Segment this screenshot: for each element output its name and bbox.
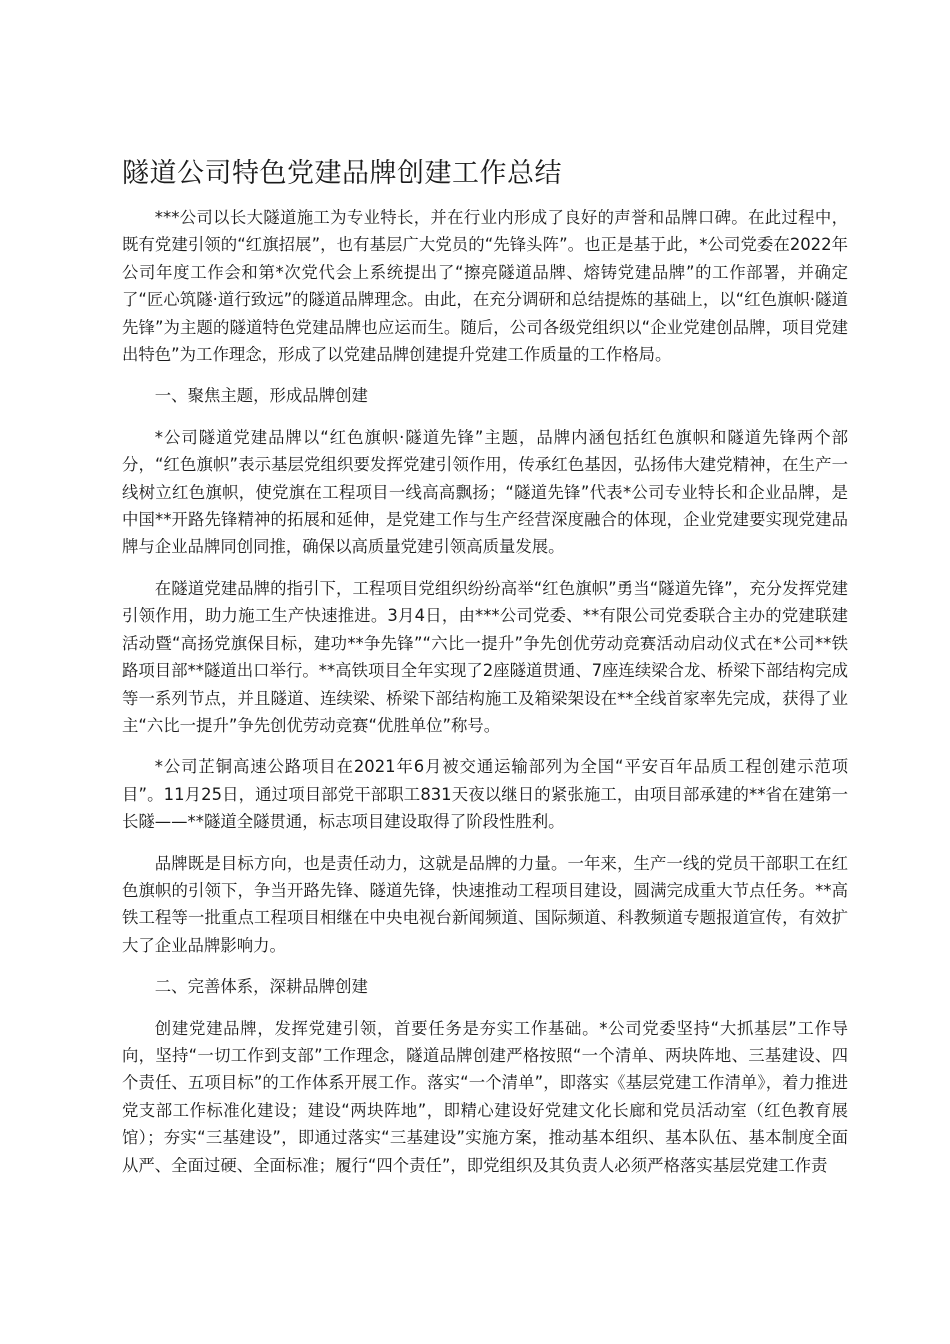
paragraph-brand-theme: *公司隧道党建品牌以“红色旗帜·隧道先锋”主题，品牌内涵包括红色旗帜和隧道先锋两个部分，“红色旗帜”表示基层党组织要发挥党建引领作用，传承红色基因，弘扬伟大建党精神，在生产一线树立红色旗帜，使党旗在工程项目一线高高飘扬；“隧道先锋”代表*公司专业特长和企业品牌，是中国**开路先锋精神的拓展和延伸，是党建工作与生产经营深度融合的体现，企业党建要实现党建品牌与企业品牌同创同推，确保以高质量党建引领高质量发展。 [122, 427, 848, 557]
document-title: 隧道公司特色党建品牌创建工作总结 [122, 158, 562, 189]
paragraph-brand-power: 品牌既是目标方向，也是责任动力，这就是品牌的力量。一年来，生产一线的党员干部职工在红色旗帜的引领下，争当开路先锋、隧道先锋，快速推动工程项目建设，圆满完成重大节点任务。**高铁工程等一批重点工程项目相继在中央电视台新闻频道、国际频道、科教频道专题报道宣传，有效扩大了企业品牌影响力。 [122, 853, 848, 955]
paragraph-intro: ***公司以长大隧道施工为专业特长，并在行业内形成了良好的声誉和品牌口碑。在此过程中，既有党建引领的“红旗招展”，也有基层广大党员的“先锋头阵”。也正是基于此，*公司党委在2022年公司年度工作会和第*次党代会上系统提出了“擦亮隧道品牌、熔铸党建品牌”的工作部署，并确定了“匠心筑隧·道行致远”的隧道品牌理念。由此，在充分调研和总结提炼的基础上，以“红色旗帜·隧道先锋”为主题的隧道特色党建品牌也应运而生。随后，公司各级党组织以“企业党建创品牌，项目党建出特色”为工作理念，形成了以党建品牌创建提升党建工作质量的工作格局。 [122, 208, 848, 365]
paragraph-highway-project: *公司芷铜高速公路项目在2021年6月被交通运输部列为全国“平安百年品质工程创建示范项目”。11月25日，通过项目部党干部职工831天夜以继日的紧张施工，由项目部承建的**省在建第一长隧——**隧道全隧贯通，标志项目建设取得了阶段性胜利。 [122, 757, 848, 832]
paragraph-system-building: 创建党建品牌，发挥党建引领，首要任务是夯实工作基础。*公司党委坚持“大抓基层”工作导向，坚持“一切工作到支部”工作理念，隧道品牌创建严格按照“一个清单、两块阵地、三基建设、四个责任、五项目标”的工作体系开展工作。落实“一个清单”，即落实《基层党建工作清单》，着力推进党支部工作标准化建设；建设“两块阵地”，即精心建设好党建文化长廊和党员活动室（红色教育展馆）；夯实“三基建设”，即通过落实“三基建设”实施方案，推动基本组织、基本队伍、基本制度全面从严、全面过硬、全面标准；履行“四个责任”，即党组织及其负责人必须严格落实基层党建工作责 [122, 1018, 848, 1175]
section-heading-1: 一、聚焦主题，形成品牌创建 [154, 386, 368, 406]
section-heading-2: 二、完善体系，深耕品牌创建 [154, 977, 368, 997]
paragraph-brand-guidance: 在隧道党建品牌的指引下，工程项目党组织纷纷高举“红色旗帜”勇当“隧道先锋”，充分发挥党建引领作用，助力施工生产快速推进。3月4日，由***公司党委、**有限公司党委联合主办的党建联建活动暨“高扬党旗保目标，建功**争先锋”“六比一提升”争先创优劳动竞赛活动启动仪式在*公司**铁路项目部**隧道出口举行。**高铁项目全年实现了2座隧道贯通、7座连续梁合龙、桥梁下部结构完成等一系列节点，并且隧道、连续梁、桥梁下部结构施工及箱梁架设在**全线首家率先完成，获得了业主“六比一提升”争先创优劳动竞赛“优胜单位”称号。 [122, 578, 848, 735]
document-body [122, 204, 848, 1193]
